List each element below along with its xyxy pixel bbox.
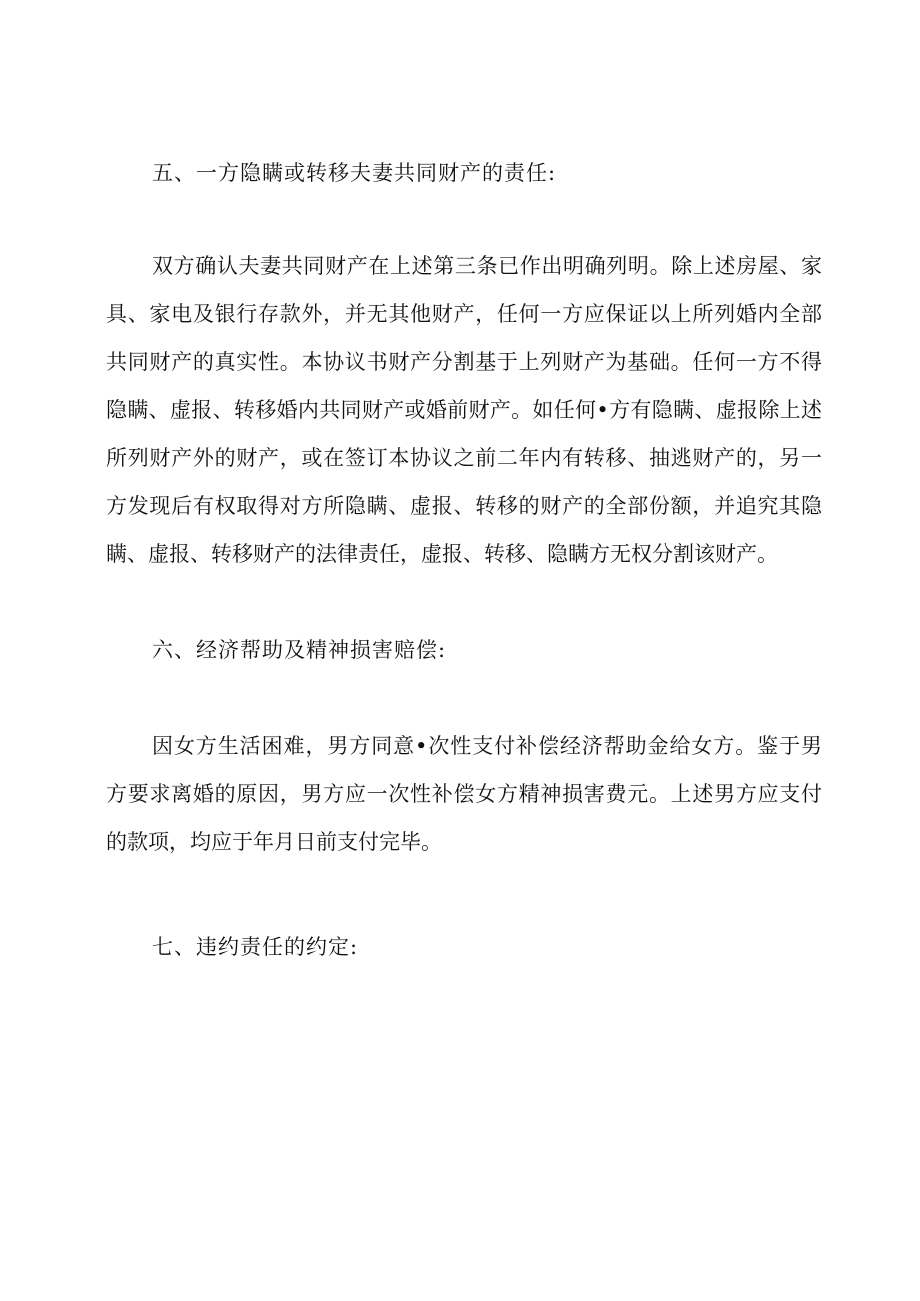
paragraph-line: 方要求离婚的原因，男方应一次性补偿女方精神损害费元。上述男方应支付 bbox=[106, 782, 822, 806]
section-5-heading: 五、一方隐瞒或转移夫妻共同财产的责任: bbox=[152, 161, 557, 185]
paragraph-line: 的款项，均应于年月日前支付完毕。 bbox=[106, 830, 442, 854]
paragraph-line: 具、家电及银行存款外，并无其他财产，任何一方应保证以上所列婚内全部 bbox=[106, 302, 822, 326]
paragraph-line: 双方确认夫妻共同财产在上述第三条已作出明确列明。除上述房屋、家 bbox=[152, 254, 822, 278]
section-6-heading: 六、经济帮助及精神损害赔偿: bbox=[152, 638, 447, 662]
paragraph-line: 共同财产的真实性。本协议书财产分割基于上列财产为基础。任何一方不得 bbox=[106, 350, 822, 374]
paragraph-line: 隐瞒、虚报、转移婚内共同财产或婚前财产。如任何•方有隐瞒、虚报除上述 bbox=[106, 398, 822, 422]
paragraph-line: 因女方生活困难，男方同意•次性支付补偿经济帮助金给女方。鉴于男 bbox=[152, 734, 822, 758]
section-7-heading: 七、违约责任的约定: bbox=[152, 935, 359, 959]
paragraph-line: 所列财产外的财产，或在签订本协议之前二年内有转移、抽逃财产的，另一 bbox=[106, 446, 822, 470]
section-5-paragraph bbox=[106, 251, 822, 587]
section-6-paragraph bbox=[106, 731, 822, 875]
paragraph-line: 方发现后有权取得对方所隐瞒、虚报、转移的财产的全部份额，并追究其隐 bbox=[106, 494, 822, 518]
paragraph-line: 瞒、虚报、转移财产的法律责任，虚报、转移、隐瞒方无权分割该财产。 bbox=[106, 542, 778, 566]
